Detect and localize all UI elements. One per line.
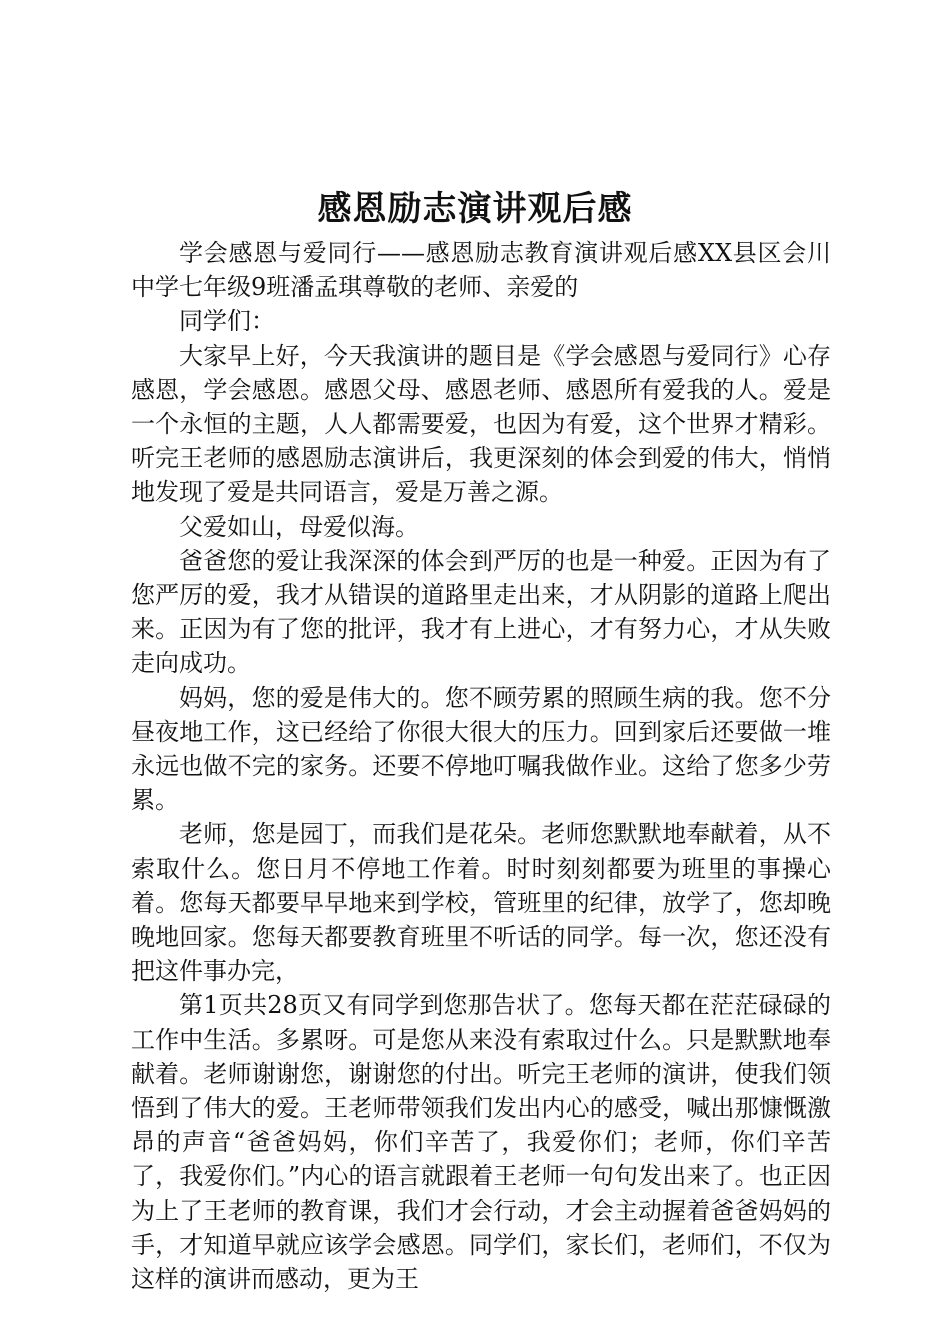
paragraph-continuation: 第1页共28页又有同学到您那告状了。您每天都在茫茫碌碌的工作中生活。多累呀。可是您从来没有索取过什么。只是默默地奉献着。老师谢谢您，谢谢您的付出。听完王老师的演讲，使我们领悟到了伟大的爱。王老师带领我们发出内心的感受，喊出那慷慨激昂的声音“爸爸妈妈，你们辛苦了，我爱你们；老师，你们辛苦了，我爱你们。”内心的语言就跟着王老师一句句发出来了。也正因为上了王老师的教育课，我们才会行动，才会主动握着爸爸妈妈的手，才知道早就应该学会感恩。同学们，家长们，老师们，不仅为这样的演讲而感动，更为王 — [131, 991, 831, 1294]
paragraph-parents-love: 父爱如山，母爱似海。 — [179, 512, 419, 541]
paragraph-mother: 妈妈，您的爱是伟大的。您不顾劳累的照顾生病的我。您不分昼夜地工作，这已经给了你很大很大的压力。回到家后还要做一堆永远也做不完的家务。还要不停地叮嘱我做作业。这给了您多少劳累。 — [131, 683, 831, 815]
document-body — [131, 236, 831, 1296]
paragraph-opening: 大家早上好，今天我演讲的题目是《学会感恩与爱同行》心存感恩，学会感恩。感恩父母、感恩老师、感恩所有爱我的人。爱是一个永恒的主题，人人都需要爱，也因为有爱，这个世界才精彩。听完王老师的感恩励志演讲后，我更深刻的体会到爱的伟大，悄悄地发现了爱是共同语言，爱是万善之源。 — [131, 341, 831, 507]
document-title: 感恩励志演讲观后感 — [317, 189, 633, 229]
paragraph-teacher: 老师，您是园丁，而我们是花朵。老师您默默地奉献着，从不索取什么。您日月不停地工作着。时时刻刻都要为班里的事操心着。您每天都要早早地来到学校，管班里的纪律，放学了，您却晚晚地回家。您每天都要教育班里不听话的同学。每一次，您还没有把这件事办完， — [131, 820, 831, 986]
paragraph-father: 爸爸您的爱让我深深的体会到严厉的也是一种爱。正因为有了您严厉的爱，我才从错误的道路里走出来，才从阴影的道路上爬出来。正因为有了您的批评，我才有上进心，才有努力心，才从失败走向成功。 — [131, 546, 831, 678]
paragraph-intro: 学会感恩与爱同行——感恩励志教育演讲观后感XX县区会川中学七年级9班潘孟琪尊敬的老师、亲爱的 — [131, 239, 831, 302]
paragraph-greeting: 同学们： — [179, 307, 275, 336]
